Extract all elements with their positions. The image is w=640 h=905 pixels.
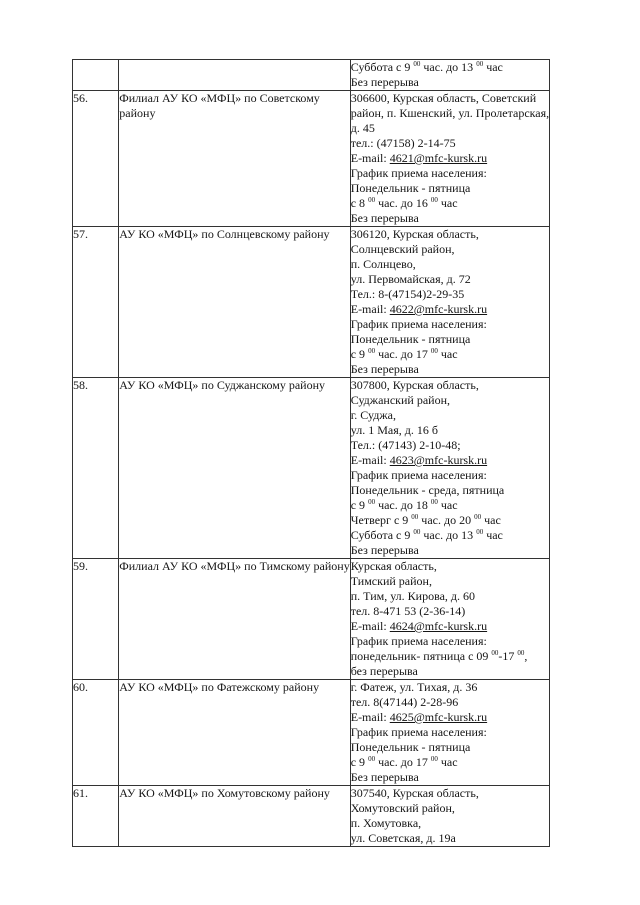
contact-line	[351, 347, 549, 362]
office-contacts	[350, 680, 549, 786]
contact-text: с 8	[350, 196, 369, 210]
contact-text: 306600, Курская область, Советский	[350, 91, 537, 105]
office-name: Филиал АУ КО «МФЦ» по Советскому району	[119, 91, 350, 227]
contact-text: Суббота с 9	[350, 60, 414, 74]
row-number: 58.	[73, 378, 119, 559]
contact-text: ул. 1 Мая, д. 16 б	[350, 423, 438, 437]
contact-text: Понедельник - пятница	[350, 740, 471, 754]
contact-text: ,	[524, 649, 528, 663]
contact-text: Суджанский район,	[350, 393, 450, 407]
contact-line	[351, 649, 549, 664]
time-minutes-superscript: 00	[430, 347, 438, 355]
contact-text: График приема населения:	[350, 317, 487, 331]
contact-line	[351, 725, 549, 740]
contact-text: тел. 8-471 53 (2-36-14)	[350, 604, 466, 618]
contact-line	[351, 664, 549, 679]
contact-text: с 9	[350, 755, 369, 769]
contact-line	[351, 166, 549, 181]
contact-line	[351, 60, 549, 75]
contact-line	[351, 181, 549, 196]
row-number: 57.	[73, 227, 119, 378]
contact-text: час	[483, 60, 503, 74]
email-link[interactable]: 4625@mfc-kursk.ru	[389, 710, 488, 724]
contact-text: Без перерыва	[350, 770, 419, 784]
contact-line	[351, 786, 549, 801]
contact-text: час. до 13	[420, 60, 477, 74]
contact-text: час	[437, 347, 458, 361]
contact-text: ул. Советская, д. 19а	[350, 831, 456, 845]
contact-text: час. до 16	[375, 196, 431, 210]
contact-text: E-mail:	[350, 151, 390, 165]
contact-text: График приема населения:	[350, 725, 487, 739]
table-row	[73, 786, 550, 847]
contact-text: район, п. Кшенский, ул. Пролетарская,	[350, 106, 549, 120]
contact-line	[351, 227, 549, 242]
contact-line	[351, 816, 549, 831]
email-link[interactable]: 4623@mfc-kursk.ru	[389, 453, 488, 467]
contact-text: Понедельник - среда, пятница	[350, 483, 505, 497]
table-row	[73, 559, 550, 680]
row-number: 60.	[73, 680, 119, 786]
contact-text: Хомутовский район,	[350, 801, 455, 815]
contact-line	[351, 393, 549, 408]
contact-text: Тимский район,	[350, 574, 432, 588]
contact-line	[351, 513, 549, 528]
time-minutes-superscript: 00	[430, 498, 438, 506]
contact-text: График приема населения:	[350, 634, 487, 648]
contact-line	[351, 362, 549, 377]
contact-line	[351, 740, 549, 755]
contact-line	[351, 574, 549, 589]
contact-text: 306120, Курская область,	[350, 227, 479, 241]
time-minutes-superscript: 00	[517, 649, 525, 657]
email-link[interactable]: 4621@mfc-kursk.ru	[389, 151, 488, 165]
office-name: АУ КО «МФЦ» по Хомутовскому району	[119, 786, 350, 847]
time-minutes-superscript: 00	[474, 513, 482, 521]
contact-text: ул. Первомайская, д. 72	[350, 272, 471, 286]
contact-line	[351, 604, 549, 619]
contact-text: 307800, Курская область,	[350, 378, 479, 392]
mfc-offices-table	[72, 59, 550, 847]
contact-line	[351, 257, 549, 272]
contact-text: Без перерыва	[350, 75, 419, 89]
contact-line	[351, 559, 549, 574]
contact-text: час	[483, 528, 503, 542]
time-minutes-superscript: 00	[368, 196, 376, 204]
contact-text: г. Фатеж, ул. Тихая, д. 36	[350, 680, 478, 694]
contact-line	[351, 272, 549, 287]
contact-text: E-mail:	[350, 710, 390, 724]
contact-line	[351, 528, 549, 543]
contact-line	[351, 106, 549, 121]
office-contacts	[350, 378, 549, 559]
contact-text: час. до 13	[420, 528, 477, 542]
contact-text: Четверг с 9	[350, 513, 412, 527]
contact-line	[351, 136, 549, 151]
contact-text: час. до 18	[375, 498, 431, 512]
contact-line	[351, 302, 549, 317]
row-number: 56.	[73, 91, 119, 227]
contact-text: без перерыва	[350, 664, 418, 678]
office-contacts	[350, 60, 549, 91]
contact-text: час. до 17	[375, 347, 431, 361]
contact-line	[351, 801, 549, 816]
time-minutes-superscript: 00	[368, 498, 376, 506]
time-minutes-superscript: 00	[476, 528, 484, 536]
contact-text: тел.: (47158) 2-14-75	[350, 136, 456, 150]
table-row	[73, 378, 550, 559]
contact-text: Солнцевский район,	[350, 242, 455, 256]
contact-text: Без перерыва	[350, 211, 419, 225]
contact-text: E-mail:	[350, 453, 390, 467]
contact-line	[351, 453, 549, 468]
time-minutes-superscript: 00	[368, 347, 376, 355]
table-row	[73, 227, 550, 378]
contact-text: E-mail:	[350, 302, 390, 316]
contact-text: час	[437, 196, 458, 210]
office-contacts	[350, 786, 549, 847]
office-contacts	[350, 91, 549, 227]
table-row	[73, 60, 550, 91]
contact-line	[351, 498, 549, 513]
contact-line	[351, 378, 549, 393]
contact-line	[351, 91, 549, 106]
contact-text: График приема населения:	[350, 166, 487, 180]
office-name: Филиал АУ КО «МФЦ» по Тимскому району	[119, 559, 350, 680]
contact-line	[351, 317, 549, 332]
time-minutes-superscript: 00	[411, 513, 419, 521]
contact-text: д. 45	[350, 121, 375, 135]
time-minutes-superscript: 00	[413, 528, 421, 536]
contact-line	[351, 196, 549, 211]
time-minutes-superscript: 00	[430, 196, 438, 204]
contact-text: Понедельник - пятница	[350, 332, 471, 346]
contact-text: Без перерыва	[350, 362, 419, 376]
contact-text: Тел.: (47143) 2-10-48;	[350, 438, 461, 452]
contact-line	[351, 332, 549, 347]
contact-line	[351, 695, 549, 710]
contact-text: Понедельник - пятница	[350, 181, 471, 195]
office-name: АУ КО «МФЦ» по Суджанскому району	[119, 378, 350, 559]
contact-text: час	[437, 755, 458, 769]
row-number	[73, 60, 119, 91]
office-name	[119, 60, 350, 91]
contact-line	[351, 755, 549, 770]
contact-text: Без перерыва	[350, 543, 419, 557]
contact-line	[351, 121, 549, 136]
contact-line	[351, 680, 549, 695]
contact-text: с 9	[350, 498, 369, 512]
office-name: АУ КО «МФЦ» по Фатежскому району	[119, 680, 350, 786]
contact-line	[351, 75, 549, 90]
contact-line	[351, 287, 549, 302]
contact-text: г. Суджа,	[350, 408, 396, 422]
contact-text: -17	[498, 649, 518, 663]
contact-text: Курская область,	[350, 559, 437, 573]
contact-text: час	[437, 498, 458, 512]
contact-text: понедельник- пятница с 09	[350, 649, 492, 663]
contact-line	[351, 483, 549, 498]
contact-text: п. Хомутовка,	[350, 816, 422, 830]
contact-text: с 9	[350, 347, 369, 361]
contact-text: Суббота с 9	[350, 528, 414, 542]
contact-line	[351, 831, 549, 846]
contact-text: час. до 20	[418, 513, 475, 527]
contact-line	[351, 634, 549, 649]
contact-line	[351, 710, 549, 725]
table-row	[73, 680, 550, 786]
contact-line	[351, 589, 549, 604]
email-link[interactable]: 4622@mfc-kursk.ru	[389, 302, 488, 316]
contact-line	[351, 770, 549, 785]
contact-text: E-mail:	[350, 619, 390, 633]
contact-text: 307540, Курская область,	[350, 786, 479, 800]
time-minutes-superscript: 00	[476, 60, 484, 68]
contact-line	[351, 151, 549, 166]
contact-line	[351, 423, 549, 438]
contact-line	[351, 468, 549, 483]
table-row	[73, 91, 550, 227]
contact-text: час. до 17	[375, 755, 431, 769]
contact-text: тел. 8(47144) 2-28-96	[350, 695, 459, 709]
row-number: 59.	[73, 559, 119, 680]
contact-text: п. Тим, ул. Кирова, д. 60	[350, 589, 476, 603]
row-number: 61.	[73, 786, 119, 847]
time-minutes-superscript: 00	[368, 755, 376, 763]
contact-line	[351, 408, 549, 423]
table-body	[73, 60, 550, 847]
contact-line	[351, 543, 549, 558]
contact-line	[351, 438, 549, 453]
email-link[interactable]: 4624@mfc-kursk.ru	[389, 619, 488, 633]
time-minutes-superscript: 00	[491, 649, 499, 657]
contact-text: Тел.: 8-(47154)2-29-35	[350, 287, 465, 301]
office-contacts	[350, 559, 549, 680]
contact-text: час	[481, 513, 501, 527]
time-minutes-superscript: 00	[430, 755, 438, 763]
contact-line	[351, 211, 549, 226]
time-minutes-superscript: 00	[413, 60, 421, 68]
office-name: АУ КО «МФЦ» по Солнцевскому району	[119, 227, 350, 378]
office-contacts	[350, 227, 549, 378]
contact-line	[351, 242, 549, 257]
contact-line	[351, 619, 549, 634]
contact-text: п. Солнцево,	[350, 257, 416, 271]
contact-text: График приема населения:	[350, 468, 487, 482]
